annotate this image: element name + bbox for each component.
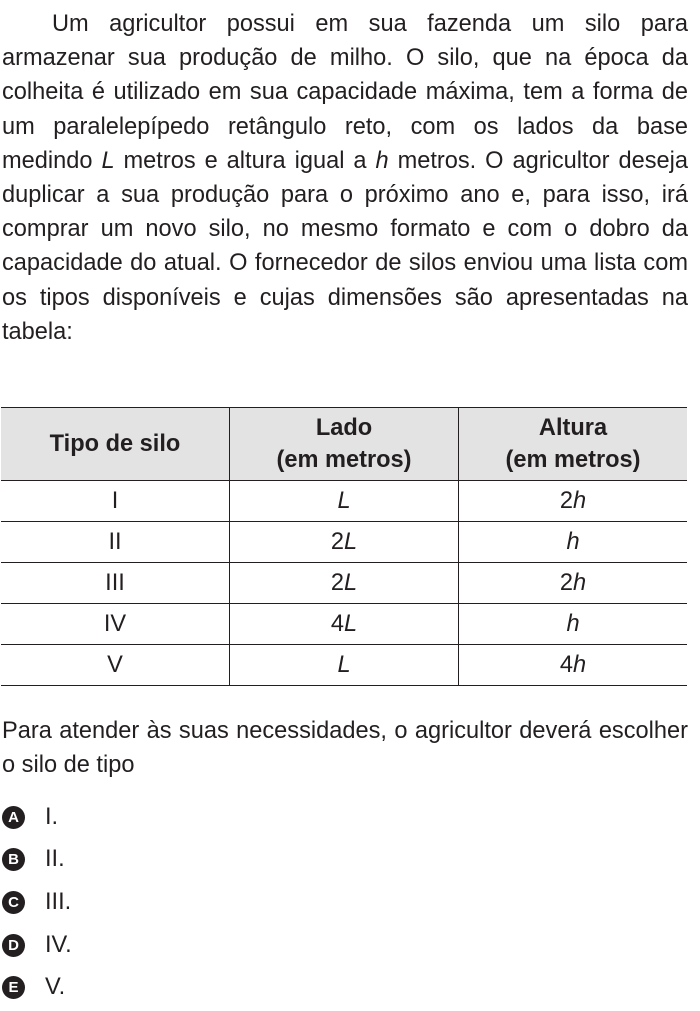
header-type: Tipo de silo [1,408,230,481]
option-text: I. [45,803,59,830]
option-d[interactable] [2,924,72,967]
option-letter-badge: C [2,891,25,914]
option-c[interactable] [2,881,72,924]
cell-side: L [230,481,459,522]
cell-height: h [459,522,688,563]
option-text: IV. [45,931,72,958]
statement-part2: metros e altura igual a [114,147,376,174]
cell-type: V [1,645,230,686]
option-text: II. [45,846,65,873]
option-letter-badge: D [2,934,25,957]
cell-type: III [1,563,230,604]
table-row [1,604,687,645]
silo-table [1,407,687,686]
statement-part3: metros. O agricultor deseja duplicar a sua produção para o próximo ano e, para isso, irá comprar um novo silo, no mesmo formato e com o dobro da capacidade do atual. O fornecedor de silos enviou uma lista com os tipos disponíveis e cujas dimensões são apresentadas na tabela: [2,147,688,345]
option-e[interactable] [2,966,72,1009]
cell-height: 4h [459,645,688,686]
option-letter-badge: E [2,976,25,999]
variable-l: L [101,147,115,174]
cell-side: 4L [230,604,459,645]
table-row [1,645,687,686]
option-letter-badge: A [2,806,25,829]
table-row [1,563,687,604]
header-height: Altura (em metros) [459,408,688,481]
statement-part1: Um agricultor possui em sua fazenda um silo para armazenar sua produção de milho. O silo, que na época da colheita é utilizado em sua capacidade máxima, tem a forma de um paralelepípedo retângulo reto, com os lados da base medindo [2,11,688,174]
header-side: Lado (em metros) [230,408,459,481]
option-a[interactable] [2,796,72,839]
problem-statement [2,7,688,349]
table-row [1,522,687,563]
cell-height: 2h [459,563,688,604]
cell-height: h [459,604,688,645]
table-row [1,481,687,522]
question-prompt: Para atender às suas necessidades, o agricultor deverá escolher o silo de tipo [2,718,688,779]
answer-options [2,796,72,1009]
cell-side: 2L [230,522,459,563]
option-text: III. [45,888,72,915]
option-letter-badge: B [2,848,25,871]
cell-type: IV [1,604,230,645]
cell-side: 2L [230,563,459,604]
cell-side: L [230,645,459,686]
cell-type: II [1,522,230,563]
option-b[interactable] [2,839,72,882]
cell-height: 2h [459,481,688,522]
option-text: V. [45,974,66,1001]
table-header-row [1,408,687,481]
variable-h: h [375,147,389,174]
cell-type: I [1,481,230,522]
